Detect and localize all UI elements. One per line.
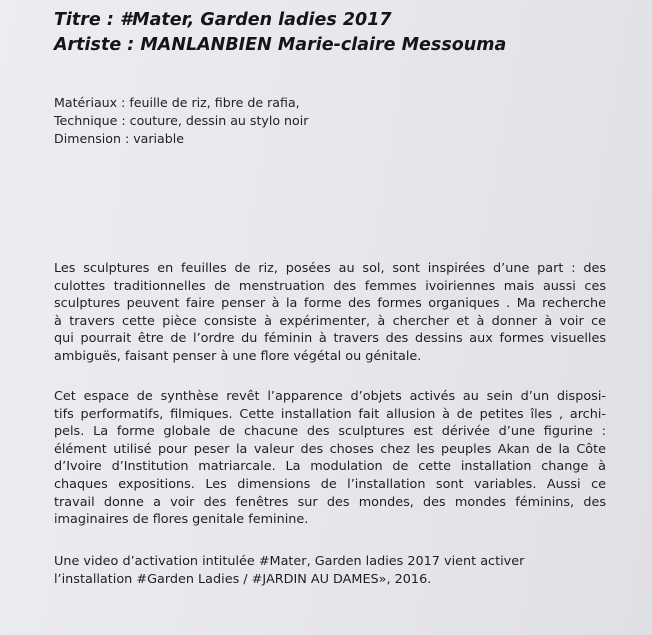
text-line: tifs performatifs, filmiques. Cette installation fait allusion à de petites îles , archi- (54, 406, 606, 422)
text-line: à travers cette pièce consiste à expérimenter, à chercher et à donner à voir ce (54, 313, 606, 329)
materials-line: Matériaux : feuille de riz, fibre de rafia, (54, 95, 300, 110)
text-line: l’installation #Garden Ladies / #JARDIN AU DAMES», 2016. (54, 571, 432, 587)
artist-line: Artiste : MANLANBIEN Marie-claire Messouma (54, 35, 507, 55)
text-line: sculptures peuvent faire penser à la forme des formes organiques . Ma recherche (54, 296, 606, 312)
paragraph-description (54, 260, 606, 366)
text-line: Les sculptures en feuilles de riz, posées au sol, sont inspirées d’une part : des (54, 261, 606, 276)
text-line: Une video d’activation intitulée #Mater, Garden ladies 2017 vient activer (54, 554, 525, 569)
paragraph-synthesis (54, 388, 606, 529)
title-line: Titre : #Mater, Garden ladies 2017 (54, 10, 392, 30)
text-line: pels. La forme globale de chacune des sculptures est dérivée d’une figurine : (54, 424, 606, 440)
technique-line: Technique : couture, dessin au stylo noir (54, 113, 309, 128)
text-line: chaques expositions. Les dimensions de l’installation sont variables. Aussi ce (54, 476, 606, 492)
text-line: culottes traditionnelles de menstruation des femmes ivoiriennes mais aussi ces (54, 278, 606, 294)
text-line: ambiguës, faisant penser à une flore végétal ou génitale. (54, 348, 422, 364)
text-line: Cet espace de synthèse revêt l’apparence d’objets activés au sein d’un disposi- (54, 389, 606, 404)
artwork-details (54, 94, 308, 148)
text-line: travail donne a voir des fenêtres sur des mondes, des mondes féminins, des (54, 494, 606, 510)
text-line: d’Ivoire d’Institution matriarcale. La modulation de cette installation change à (54, 459, 606, 475)
text-line: imaginaires de flores genitale feminine. (54, 512, 309, 528)
document-heading (54, 8, 506, 58)
paragraph-video (54, 553, 606, 588)
dimension-line: Dimension : variable (54, 131, 184, 146)
text-line: qui pourrait être de l’ordre du féminin à travers des dessins aux formes visuelles (54, 331, 606, 347)
text-line: élément utilisé pour peser la valeur des choses chez les peuples Akan de la Côte (54, 441, 606, 457)
